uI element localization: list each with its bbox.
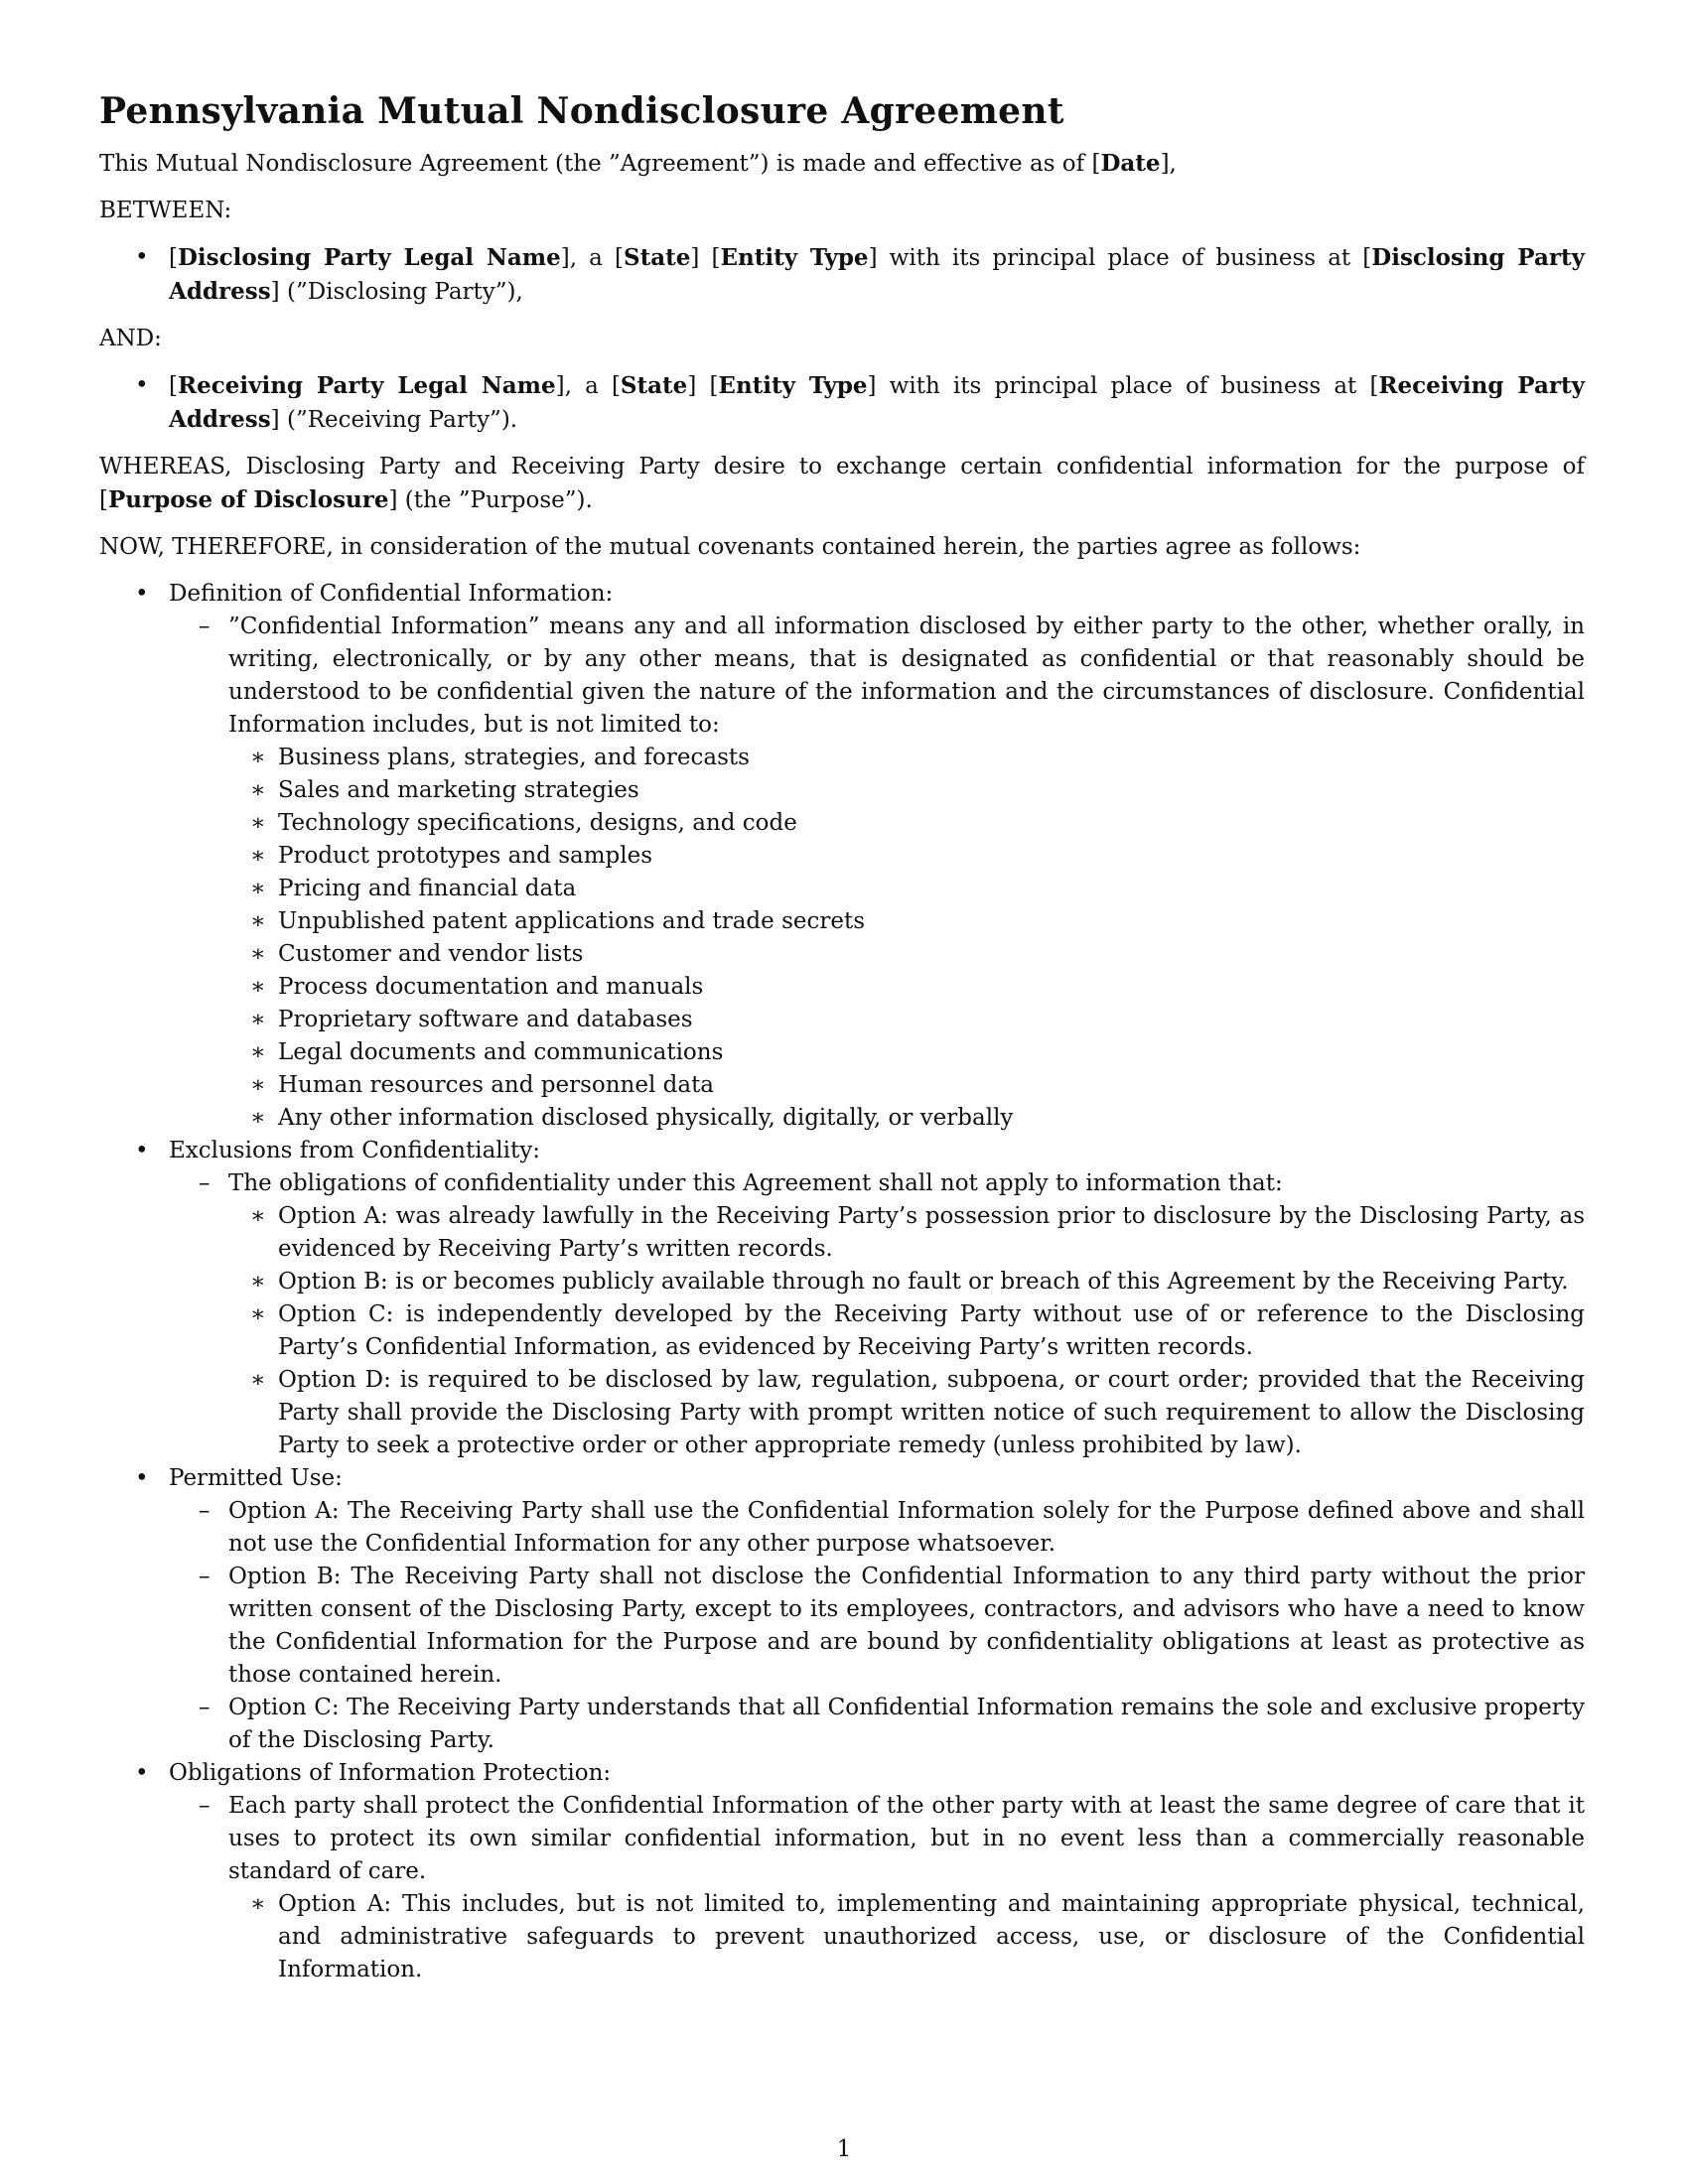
disclosing-party-entity-type: Entity Type [720,244,869,271]
receiving-party-list [99,369,1585,437]
list-item: ∗ Any other information disclosed physically, digitally, or verbally [228,1102,1585,1135]
confidential-items-list [228,742,1585,1135]
intro-text: This Mutual Nondisclosure Agreement (the ”Agreement”) is made and effective as of [ [99,151,1101,177]
now-therefore-paragraph: NOW, THEREFORE, in consideration of the mutual covenants contained herein, the parties agree as follows: [99,534,1361,560]
intro-paragraph [99,147,1585,181]
disclosing-party-address-text: with its principal place of business at [889,245,1351,271]
receiving-party-name: Receiving Party Legal Name [177,372,556,399]
section-exclusions [99,1135,1585,1462]
receiving-party-state: State [620,372,688,399]
obligations-options-list [228,1888,1585,1986]
receiving-party-address: Receiving Party Address [169,372,1585,433]
list-item: ∗ Process documentation and manuals [228,971,1585,1004]
receiving-party-entity-type: Entity Type [718,372,868,399]
disclosing-party-state: State [623,244,691,271]
list-item: ∗ Product prototypes and samples [228,840,1585,873]
list-item: ∗ Business plans, strategies, and forecasts [228,742,1585,774]
list-item: – Option C: The Receiving Party understands that all Confidential Information remains the sole and exclusive property of the Disclosing Party. [169,1692,1585,1757]
disclosing-party-item: • [Disclosing Party Legal Name], a [State] [Entity Type] with its principal place of business at [Disclosing Party Address] (”Disclosing Party”), [99,241,1585,309]
definition-paragraph [169,611,1585,1135]
between-label: BETWEEN: [99,198,232,223]
obligations-paragraph [169,1790,1585,1986]
exclusions-text: The obligations of confidentiality under this Agreement shall not apply to information that: [228,1170,1283,1196]
list-item: ∗ Sales and marketing strategies [228,774,1585,807]
list-item: – Option B: The Receiving Party shall not disclose the Confidential Information to any third party without the prior written consent of the Disclosing Party, except to its employees, contractors, and advisors who have a need to know the Confidential Information for the Purpose and are bound by confidentiality obligations at least as protective as those contained herein. [169,1561,1585,1692]
disclosing-party-address: Disclosing Party Address [169,244,1585,305]
whereas-text-end: ] (the ”Purpose”). [388,487,593,513]
list-item: ∗ Option A: This includes, but is not limited to, implementing and maintaining appropriate physical, technical, and administrative safeguards to prevent unauthorized access, use, or disclosure of the Confidential Information. [228,1888,1585,1986]
list-item: ∗ Option B: is or becomes publicly available through no fault or breach of this Agreement by the Receiving Party. [228,1266,1585,1298]
document-title: Pennsylvania Mutual Nondisclosure Agreement [99,90,1064,132]
whereas-text: WHEREAS, Disclosing Party and Receiving Party desire to exchange certain confidential information for the purpose of [ [99,454,1585,513]
list-item: – Option A: The Receiving Party shall use the Confidential Information solely for the Purpose defined above and shall not use the Confidential Information for any other purpose whatsoever. [169,1495,1585,1561]
section-heading: Exclusions from Confidentiality: [169,1138,540,1163]
section-heading: Definition of Confidential Information: [169,581,614,607]
receiving-party-address-text: with its principal place of business at [889,373,1357,399]
exclusions-options-list [228,1200,1585,1462]
disclosing-party-name: Disclosing Party Legal Name [177,244,561,271]
section-permitted-use [99,1462,1585,1757]
intro-text-end: ], [1160,151,1177,177]
section-heading: Obligations of Information Protection: [169,1760,612,1786]
section-obligations [99,1757,1585,1986]
list-item: ∗ Option C: is independently developed by the Receiving Party without use of or reference to the Disclosing Party’s Confidential Information, as evidenced by Receiving Party’s written records. [228,1298,1585,1364]
purpose-placeholder: Purpose of Disclosure [107,486,389,513]
receiving-party-alias: (”Receiving Party”). [286,407,518,433]
list-item: ∗ Option D: is required to be disclosed by law, regulation, subpoena, or court order; provided that the Receiving Party shall provide the Disclosing Party with prompt written notice of such requirement to allow the Disclosing Party to seek a protective order or other appropriate remedy (unless prohibited by law). [228,1364,1585,1462]
disclosing-party-list [99,241,1585,309]
obligations-text: Each party shall protect the Confidential Information of the other party with at least the same degree of care that it uses to protect its own similar confidential information, but in no event less than a commercially reasonable standard of care. [228,1793,1585,1884]
section-definition [99,578,1585,1135]
exclusions-paragraph [169,1167,1585,1462]
whereas-paragraph [99,451,1585,517]
list-item: ∗ Pricing and financial data [228,873,1585,905]
list-item: ∗ Human resources and personnel data [228,1069,1585,1102]
definition-text: ”Confidential Information” means any and all information disclosed by either party to the other, whether orally, in writing, electronically, or by any other means, that is designated as confidential or that reasonably should be understood to be confidential given the nature of the information and the circumstances of disclosure. Confidential Information includes, but is not limited to: [228,614,1585,738]
list-item: ∗ Customer and vendor lists [228,938,1585,971]
list-item: ∗ Technology specifications, designs, and code [228,807,1585,840]
section-heading: Permitted Use: [169,1465,343,1491]
sections-list [99,578,1585,1986]
and-label: AND: [99,326,162,351]
receiving-party-item: • [Receiving Party Legal Name], a [State] [Entity Type] with its principal place of business at [Receiving Party Address] (”Receiving Party”). [99,369,1585,437]
list-item: ∗ Legal documents and communications [228,1036,1585,1069]
page-number: 1 [836,2136,852,2162]
list-item: ∗ Option A: was already lawfully in the Receiving Party’s possession prior to disclosure by the Disclosing Party, as evidenced by Receiving Party’s written records. [228,1200,1585,1266]
list-item: ∗ Unpublished patent applications and trade secrets [228,905,1585,938]
list-item: ∗ Proprietary software and databases [228,1004,1585,1036]
permitted-use-options-list [169,1495,1585,1757]
document-body [99,89,1585,1986]
date-placeholder: Date [1100,150,1161,177]
disclosing-party-alias: (”Disclosing Party”), [286,279,523,305]
